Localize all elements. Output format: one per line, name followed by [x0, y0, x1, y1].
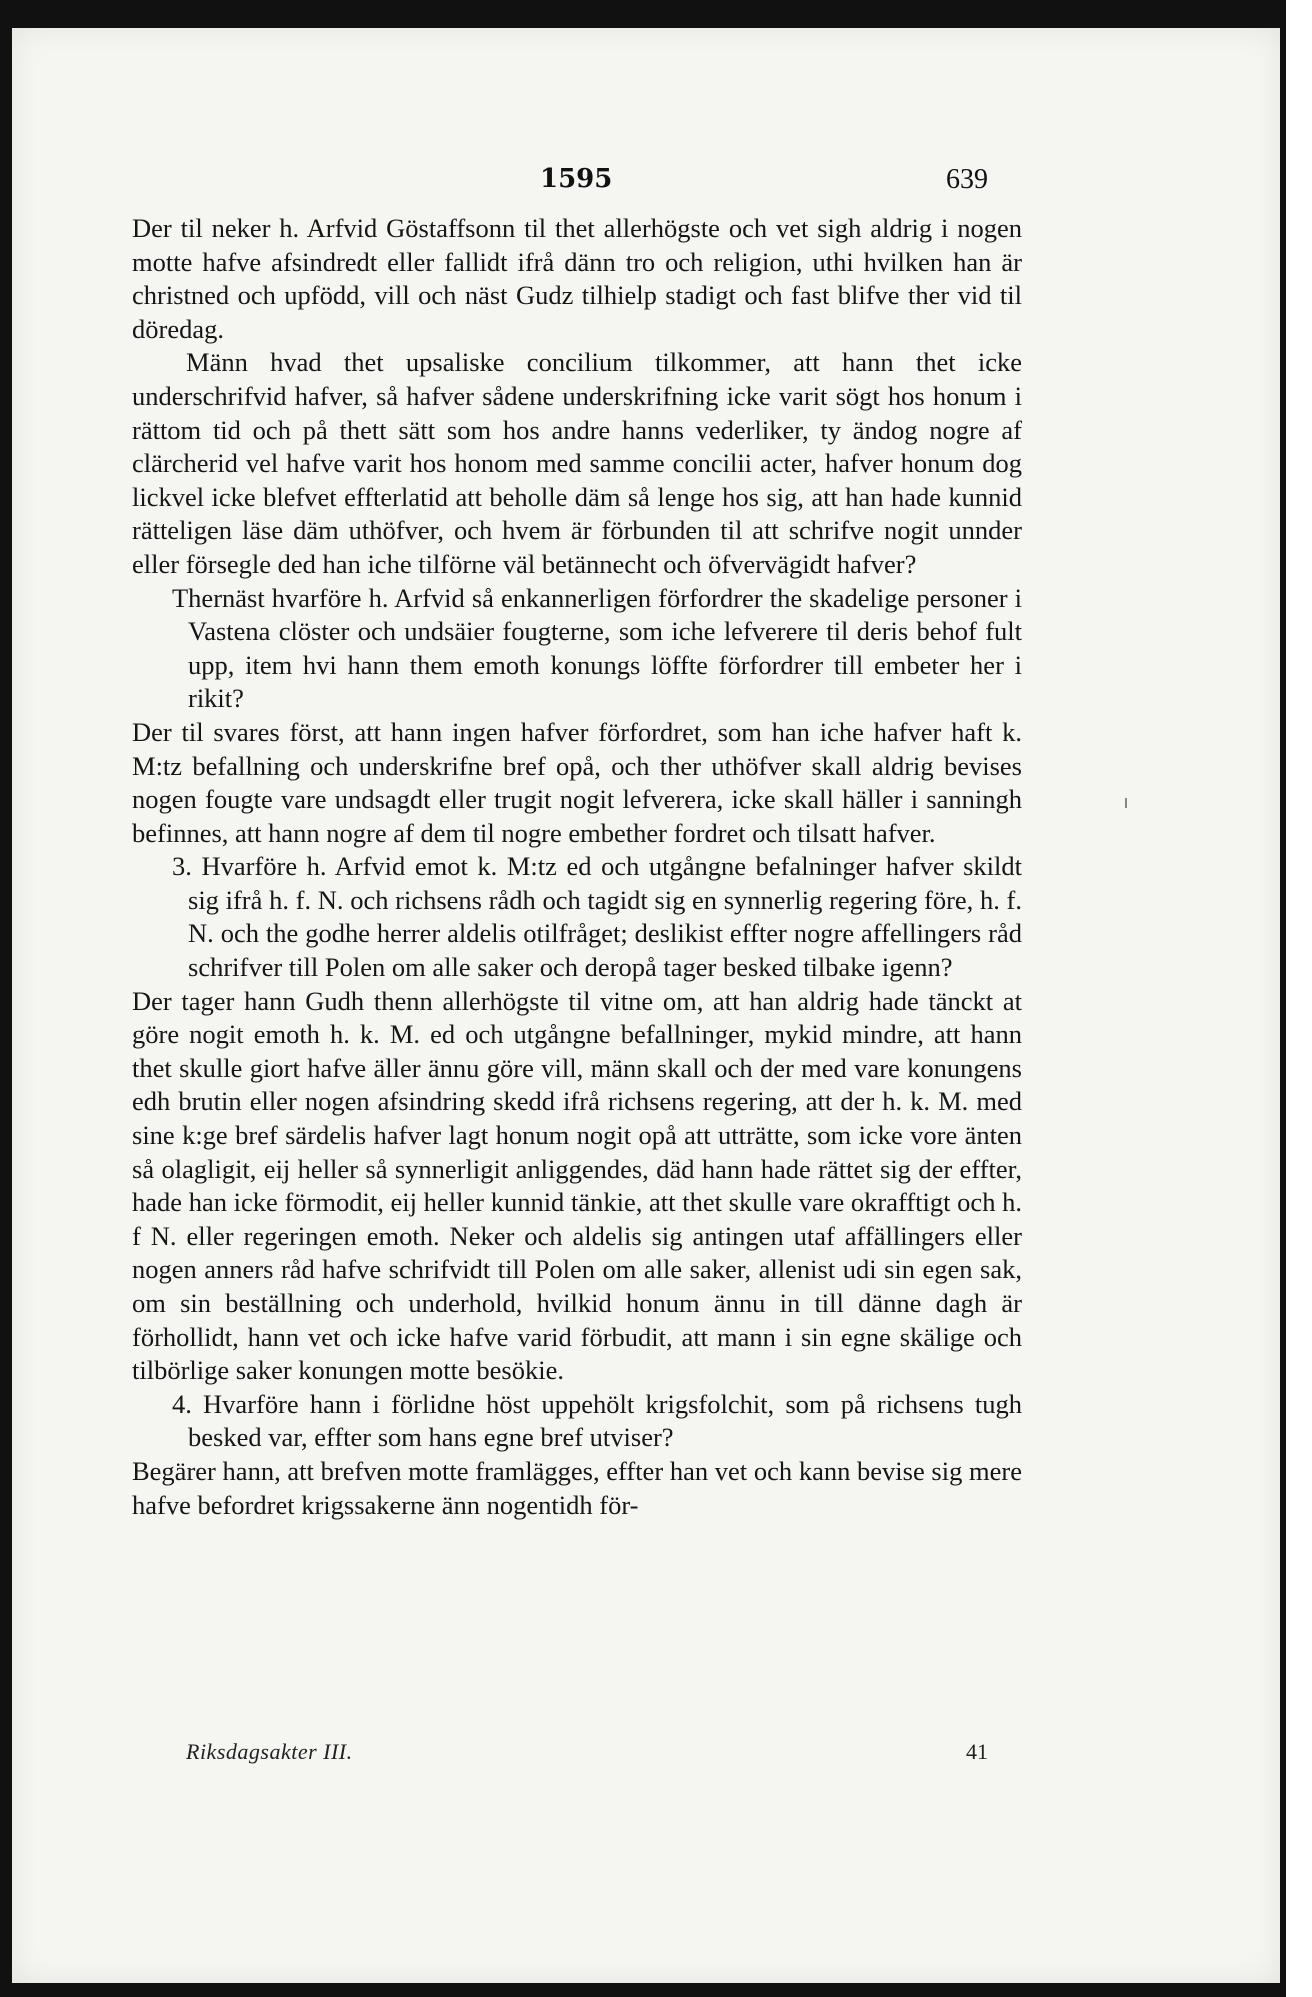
running-head-year: 1595 — [540, 164, 613, 194]
page-number: 639 — [946, 164, 988, 195]
question-paragraph-4: 4. Hvarföre hann i förlidne höst uppehölt krigsfolchit, som på richsens tugh besked var, effter som hans egne bref utviser? — [172, 1388, 1022, 1453]
paragraph-2: Männ hvad thet upsaliske concilium tilkommer, att hann thet icke underschrifvid hafver, så hafver sådene underskrifning icke varit sögt hos honum i rättom tid och på thett sätt som hos andre hanns vederliker, ty ändog nogre af clärcherid vel hafve varit hos honom med samme concilii acter, hafver honum dog lickvel icke blefvet effterlatid att beholle däm så lenge hos sig, att han hade kunnid rätteligen läse däm uthöfver, och hvem är förbunden til att schrifve nogit unnder eller försegle ded han iche tilförne väl betännecht och öfvervägidt hafver? — [132, 347, 1022, 579]
page-footer — [186, 1739, 986, 1765]
body-text — [132, 212, 1022, 1522]
signature-mark: 41 — [966, 1739, 988, 1764]
answer-paragraph-1: Der til svares först, att hann ingen hafver förfordret, som han iche hafver haft k. M:tz befallning och underskrifne bref opå, och ther uthöfver skall aldrig bevises nogen fougte vare undsagdt eller trugit nogit lefverera, icke skall häller i sanningh befinnes, att hann nogre af dem til nogre embether fordret och tilsatt hafver. — [132, 716, 1022, 848]
question-paragraph-3: 3. Hvarföre h. Arfvid emot k. M:tz ed och utgångne befalninger hafver skildt sig ifrå h. f. N. och richsens rådh och tagidt sig en synnerlig regering före, h. f. N. och the godhe herrer aldelis otilfråget; deslikist effter nogre affellingers råd schrifver till Polen om alle saker och deropå tager besked tilbake igenn? — [172, 851, 1022, 983]
scan-border — [1286, 0, 1312, 1997]
question-paragraph-1: Thernäst hvarföre h. Arfvid så enkannerligen förfordrer the skadelige personer i Vastena clöster och undsäier fougterne, som iche lefverere til deris behof fult upp, item hvi hann them emoth konungs löffte förfordrer till embeter her i rikit? — [172, 582, 1022, 714]
book-title: Riksdagsakter III. — [186, 1739, 353, 1764]
margin-mark — [1125, 798, 1127, 808]
answer-paragraph-3: Der tager hann Gudh thenn allerhögste til vitne om, att han aldrig hade tänckt at göre nogit emoth h. k. M. ed och utgångne befallninger, mykid mindre, att hann thet skulle giort hafve äller ännu göre vill, männ skall och der med vare konungens edh brutin eller nogen afsindring skedd ifrå richsens regering, att der h. k. M. med sine k:ge bref särdelis hafver lagt honum nogit opå att utträtte, som icke vore änten så olagligit, eij heller så synnerligit anliggendes, däd hann hade rättet sig der effter, hade han icke förmodit, eij heller kunnid tänkie, att thet skulle vare okrafftigt och h. f N. eller regeringen emoth. Neker och aldelis sig antingen utaf affällingers eller nogen anners råd hafve schrifvidt till Polen om alle saker, allenist udi sin egen sak, om sin beställning och underhold, hvilkid honum ännu in till dänne dagh är förhollidt, hann vet och icke hafve varid förbudit, att mann i sin egne skälige och tilbörlige saker konungen motte besökie. — [132, 985, 1022, 1386]
answer-paragraph-4: Begärer hann, att brefven motte framlägges, effter han vet och kann bevise sig mere hafve befordret krigssakerne änn nogentidh för- — [132, 1455, 1022, 1520]
paragraph-1: Der til neker h. Arfvid Göstaffsonn til thet allerhögste och vet sigh aldrig i nogen motte hafve afsindredt eller fallidt ifrå dänn tro och religion, uthi hvilken han är christned och upfödd, vill och näst Gudz tilhielp stadigt och fast blifve ther vid til döredag. — [132, 213, 1022, 344]
